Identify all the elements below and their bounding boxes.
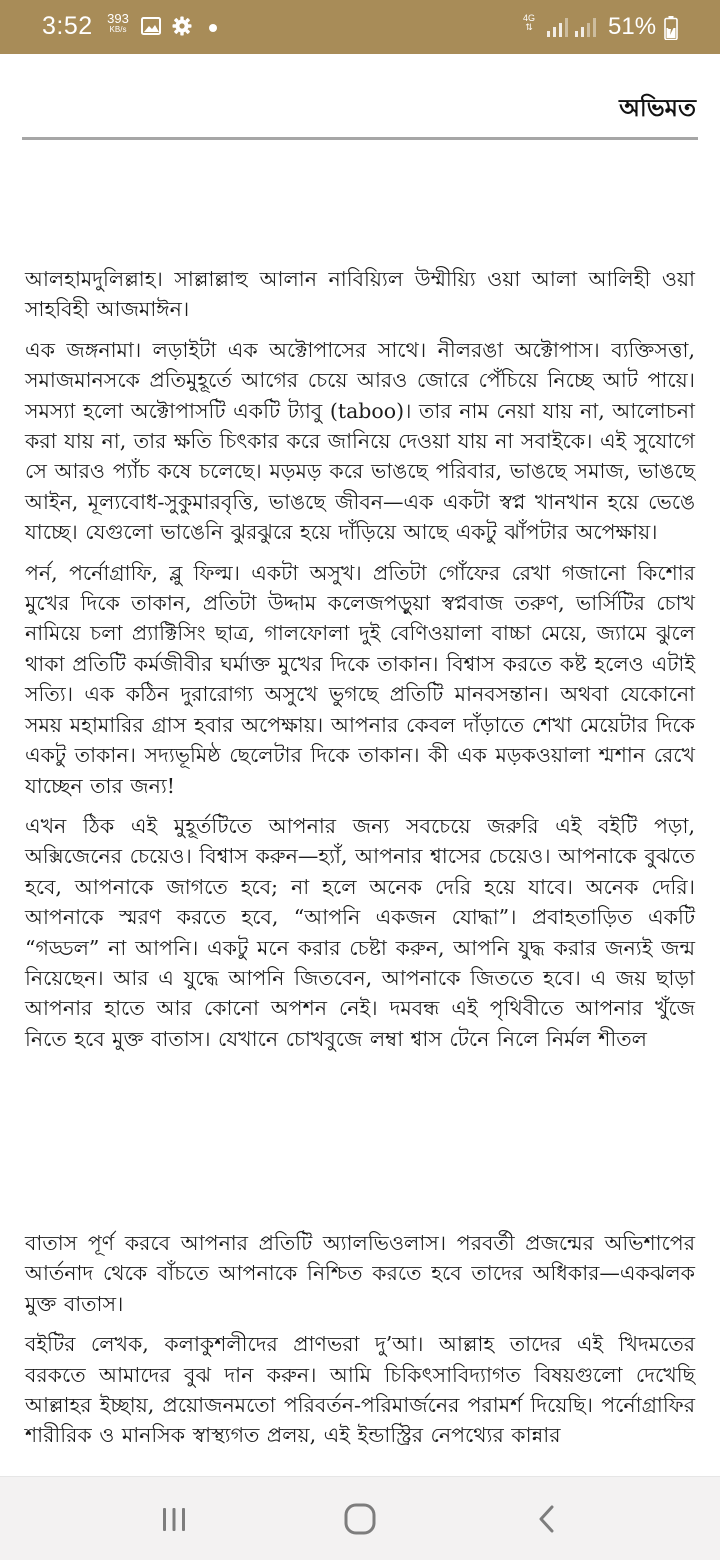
- header-divider: [22, 137, 698, 140]
- paragraph: এখন ঠিক এই মুহূর্তটিতে আপনার জন্য সবচেয়ে জরুরি এই বইটি পড়া, অক্সিজেনের চেয়েও। বিশ্বাস করুন—হ্যাঁ, আপনার শ্বাসের চেয়েও। আপনাকে বুঝতে হবে, আপনাকে জাগতে হবে; না হলে অনেক দেরি হয়ে যাবে। অনেক দেরি। আপনাকে স্মরণ করতে হবে, “আপনি একজন যোদ্ধা”। প্রবাহতাড়িত একটি “গড্ডল” না আপনি। একটু মনে করার চেষ্টা করুন, আপনি যুদ্ধ করার জন্যই জন্ম নিয়েছেন। আর এ যুদ্ধে আপনি জিতবেন, আপনাকে জিততে হবে। এ জয় ছাড়া আপনার হাতে আর কোনো অপশন নেই। দমবন্ধ এই পৃথিবীতে আপনার খুঁজে নিতে হবে মুক্ত বাতাস। যেখানে চোখবুজে লম্বা শ্বাস টেনে নিলে নির্মল শীতল: [25, 813, 695, 1051]
- battery-charging-icon: [664, 16, 678, 45]
- image-icon: [140, 15, 162, 42]
- status-time: 3:52: [42, 12, 93, 40]
- network-type: [522, 14, 536, 32]
- home-button[interactable]: [300, 1477, 420, 1560]
- data-arrows-icon: ⇅: [525, 22, 533, 32]
- paragraph: আলহামদুলিল্লাহ। সাল্লাল্লাহু আলান নাবিয়্যিল উম্মীয়্যি ওয়া আলা আলিহী ওয়া সাহবিহী আজমাঈন।: [25, 267, 695, 322]
- paragraph: বইটির লেখক, কলাকুশলীদের প্রাণভরা দু’আ। আল্লাহ তাদের এই খিদমতের বরকতে আমাদের বুঝ দান করুন। আমি চিকিৎসাবিদ্যাগত বিষয়গুলো দেখেছি আল্লাহর ইচ্ছায়, প্রয়োজনমতো পরিবর্তন-পরিমার্জনের পরামর্শ দিয়েছি। পর্নোগ্রাফির শারীরিক ও মানসিক স্বাস্থ্যগত প্রলয়, এই ইন্ডাস্ট্রির নেপথ্যের কান্নার: [25, 1332, 695, 1448]
- net-speed-unit: KB/s: [109, 25, 127, 34]
- status-bar: [0, 0, 720, 54]
- gear-icon: [171, 15, 193, 42]
- network-type-label: 4G: [522, 13, 535, 23]
- page-2-text: [25, 1228, 695, 1461]
- back-button[interactable]: [488, 1477, 608, 1560]
- recents-icon: [159, 1504, 189, 1534]
- page-1-text: [25, 264, 695, 1064]
- paragraph: বাতাস পূর্ণ করবে আপনার প্রতিটি অ্যালভিওলাস। পরবর্তী প্রজন্মের অভিশাপের আর্তনাদ থেকে বাঁচতে আপনাকে নিশ্চিত করতে হবে তাদের অধিকার—একঝলক মুক্ত বাতাস।: [25, 1231, 695, 1316]
- net-speed-value: 393: [107, 11, 129, 26]
- paragraph: পর্ন, পর্নোগ্রাফি, ব্লু ফিল্ম। একটা অসুখ। প্রতিটা গোঁফের রেখা গজানো কিশোর মুখের দিকে তাকান, প্রতিটা উদ্দাম কলেজপড়ুয়া স্বপ্নবাজ তরুণ, ভার্সিটির চোখ নামিয়ে চলা প্র্যাক্টিসিং ছাত্র, গালফোলা দুই বেণিওয়ালা বাচ্চা মেয়ে, জ্যামে ঝুলে থাকা প্রতিটি কর্মজীবীর ঘর্মাক্ত মুখের দিকে তাকান। বিশ্বাস করতে কষ্ট হলেও এটাই সত্যি। এক কঠিন দুরারোগ্য অসুখে ভুগছে প্রতিটি মানবসন্তান। অথবা যেকোনো সময় মহামারির গ্রাস হবার অপেক্ষায়। আপনার কেবল দাঁড়াতে শেখা মেয়েটার দিকে একটু তাকান। সদ্যভূমিষ্ঠ ছেলেটার দিকে তাকান। কী এক মড়কওয়ালা শ্মশান রেখে যাচ্ছেন তার জন্য!: [25, 560, 695, 798]
- home-icon: [343, 1502, 377, 1536]
- notification-dot-icon: [209, 24, 217, 32]
- navigation-bar: [0, 1476, 720, 1560]
- recents-button[interactable]: [114, 1477, 234, 1560]
- battery-level: 51%: [608, 13, 657, 40]
- page-title: অভিমত: [619, 93, 696, 122]
- signal-icon: [545, 15, 597, 44]
- back-icon: [533, 1504, 563, 1534]
- net-speed: [104, 13, 132, 35]
- paragraph: এক জঙ্গনামা। লড়াইটা এক অক্টোপাসের সাথে। নীলরঙা অক্টোপাস। ব্যক্তিসত্তা, সমাজমানসকে প্রতিমুহূর্তে আগের চেয়ে আরও জোরে পেঁচিয়ে নিচ্ছে আট পায়ে। সমস্যা হলো অক্টোপাসটি একটি ট্যাবু (taboo)। তার নাম নেয়া যায় না, আলোচনা করা যায় না, তার ক্ষতি চিৎকার করে জানিয়ে দেওয়া যায় না সবাইকে। এই সুযোগে সে আরও প্যাঁচ কষে চলেছে। মড়মড় করে ভাঙছে পরিবার, ভাঙছে সমাজ, ভাঙছে আইন, মূল্যবোধ-সুকুমারবৃত্তি, ভাঙছে জীবন—এক একটা স্বপ্ন খানখান হয়ে ভেঙে যাচ্ছে। যেগুলো ভাঙেনি ঝুরঝুরে হয়ে দাঁড়িয়ে আছে একটু ঝাঁপটার অপেক্ষায়।: [25, 337, 695, 545]
